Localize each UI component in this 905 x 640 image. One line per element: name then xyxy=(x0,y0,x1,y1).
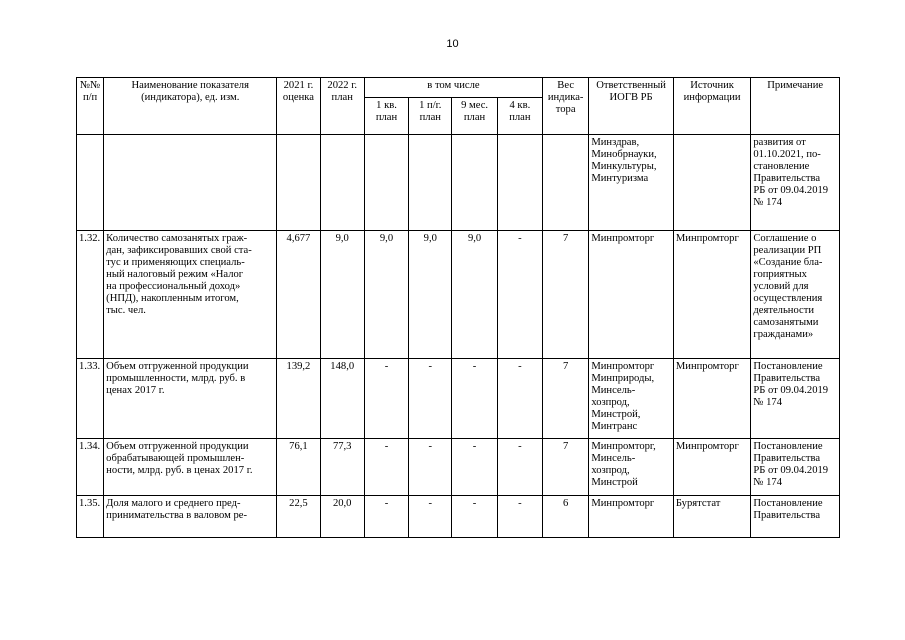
cell-num xyxy=(77,135,104,231)
col-header-source: Источник информации xyxy=(673,78,751,135)
cell-2021 xyxy=(277,135,320,231)
header-row-1 xyxy=(77,78,840,98)
cell-2021: 4,677 xyxy=(277,231,320,359)
cell-9m: - xyxy=(452,359,497,439)
cell-responsible: Минпромторг, Минсель- хозпрод, Минстрой xyxy=(589,439,674,496)
page-number: 10 xyxy=(446,38,459,50)
cell-name: Доля малого и среднего пред- принимательства в валовом ре- xyxy=(104,496,277,538)
cell-q4: - xyxy=(497,231,542,359)
cell-source: Минпромторг xyxy=(673,439,751,496)
cell-responsible: Минпромторг xyxy=(589,496,674,538)
cell-weight: 6 xyxy=(543,496,589,538)
cell-q4 xyxy=(497,135,542,231)
cell-h1: - xyxy=(409,496,452,538)
cell-num: 1.35. xyxy=(77,496,104,538)
cell-q1: - xyxy=(364,359,408,439)
col-header-note: Примечание xyxy=(751,78,840,135)
cell-name: Количество самозанятых граж- дан, зафиксировавших свой ста- тус и применяющих специаль- ный налоговый режим «Налог на профессиональный доход» (НПД), накопленным итогом, тыс. чел. xyxy=(104,231,277,359)
cell-note: развития от 01.10.2021, по- становление Правительства РБ от 09.04.2019 № 174 xyxy=(751,135,840,231)
col-header-num: №№ п/п xyxy=(77,78,104,135)
col-header-name: Наименование показателя (индикатора), ед. изм. xyxy=(104,78,277,135)
table-row xyxy=(77,135,840,231)
cell-source: Минпромторг xyxy=(673,231,751,359)
col-header-including: в том числе xyxy=(364,78,542,98)
table-row xyxy=(77,359,840,439)
cell-9m xyxy=(452,135,497,231)
cell-2022: 77,3 xyxy=(320,439,364,496)
cell-source xyxy=(673,135,751,231)
cell-9m: 9,0 xyxy=(452,231,497,359)
col-header-h1: 1 п/г. план xyxy=(409,98,452,135)
cell-2021: 139,2 xyxy=(277,359,320,439)
cell-2022: 148,0 xyxy=(320,359,364,439)
cell-weight: 7 xyxy=(543,359,589,439)
cell-q4: - xyxy=(497,439,542,496)
cell-name: Объем отгруженной продукции обрабатывающей промышлен- ности, млрд. руб. в ценах 2017 г. xyxy=(104,439,277,496)
table-row xyxy=(77,231,840,359)
col-header-q1: 1 кв. план xyxy=(364,98,408,135)
cell-q1: - xyxy=(364,496,408,538)
cell-h1: - xyxy=(409,439,452,496)
cell-2022: 9,0 xyxy=(320,231,364,359)
col-header-weight: Вес индика- тора xyxy=(543,78,589,135)
cell-2022 xyxy=(320,135,364,231)
cell-9m: - xyxy=(452,439,497,496)
cell-q1: 9,0 xyxy=(364,231,408,359)
cell-source: Минпромторг xyxy=(673,359,751,439)
indicators-table xyxy=(76,77,840,538)
cell-h1: - xyxy=(409,359,452,439)
cell-note: Постановление Правительства РБ от 09.04.2019 № 174 xyxy=(751,439,840,496)
cell-weight: 7 xyxy=(543,439,589,496)
cell-2021: 22,5 xyxy=(277,496,320,538)
cell-h1 xyxy=(409,135,452,231)
cell-h1: 9,0 xyxy=(409,231,452,359)
cell-responsible: Минздрав, Минобрнауки, Минкультуры, Минтуризма xyxy=(589,135,674,231)
cell-weight: 7 xyxy=(543,231,589,359)
cell-q4: - xyxy=(497,496,542,538)
col-header-q4: 4 кв. план xyxy=(497,98,542,135)
cell-responsible: Минпромторг xyxy=(589,231,674,359)
cell-note: Постановление Правительства xyxy=(751,496,840,538)
cell-9m: - xyxy=(452,496,497,538)
cell-name xyxy=(104,135,277,231)
col-header-2022: 2022 г. план xyxy=(320,78,364,135)
cell-q1 xyxy=(364,135,408,231)
cell-q4: - xyxy=(497,359,542,439)
col-header-9m: 9 мес. план xyxy=(452,98,497,135)
col-header-responsible: Ответственный ИОГВ РБ xyxy=(589,78,674,135)
cell-weight xyxy=(543,135,589,231)
col-header-2021: 2021 г. оценка xyxy=(277,78,320,135)
table-row xyxy=(77,439,840,496)
cell-num: 1.33. xyxy=(77,359,104,439)
cell-num: 1.32. xyxy=(77,231,104,359)
cell-source: Бурятстат xyxy=(673,496,751,538)
cell-2022: 20,0 xyxy=(320,496,364,538)
cell-note: Постановление Правительства РБ от 09.04.2019 № 174 xyxy=(751,359,840,439)
cell-2021: 76,1 xyxy=(277,439,320,496)
cell-name: Объем отгруженной продукции промышленности, млрд. руб. в ценах 2017 г. xyxy=(104,359,277,439)
table-row xyxy=(77,496,840,538)
cell-num: 1.34. xyxy=(77,439,104,496)
cell-note: Соглашение о реализации РП «Создание бла- гоприятных условий для осуществления деятельности самозанятыми гражданами» xyxy=(751,231,840,359)
cell-responsible: Минпромторг Минприроды, Минсель- хозпрод, Минстрой, Минтранс xyxy=(589,359,674,439)
cell-q1: - xyxy=(364,439,408,496)
